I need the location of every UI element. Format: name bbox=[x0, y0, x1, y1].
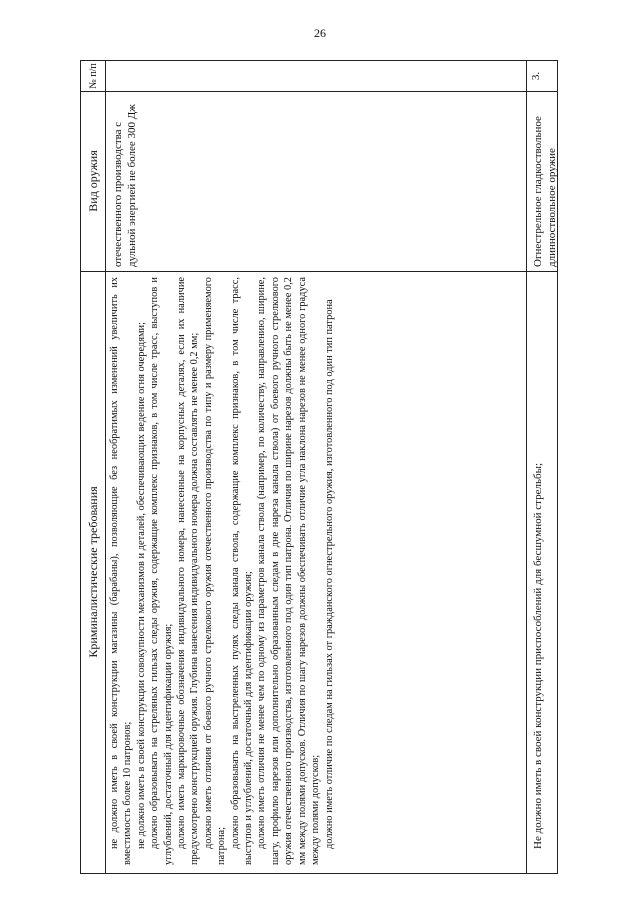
header-requirements: Криминалистические требования bbox=[85, 486, 100, 658]
table-header-divider bbox=[105, 61, 106, 873]
header-weapon-type: Вид оружия bbox=[85, 150, 100, 212]
requirement-item: не должно иметь в своей конструкции магазины (барабаны), позволяющие без необратимых изменений увеличить их вместимость более 10 патронов; bbox=[109, 277, 134, 865]
requirement-item: должно иметь отличие по следам на гильзах от гражданского огнестрельного оружия, изготовленного под один тип патрона bbox=[323, 299, 335, 849]
requirement-item: должно иметь маркировочные обозначения индивидуального номера, нанесенные на корпусных деталях, если их наличие предусмотрено конструкцией оружия. Глубина нанесения индивидуального номера должна составлять не менее 0,2 мм; bbox=[176, 277, 201, 865]
row2-number: 3. bbox=[530, 71, 542, 81]
table-row-divider bbox=[526, 61, 527, 873]
column-divider-type bbox=[81, 271, 557, 272]
page-number: 26 bbox=[314, 26, 326, 40]
requirement-item: должно образовывать на стреляных гильзах следы оружия, содержащие комплекс признаков, в том числе трасс, выступов и углублений, достаточный для идентификации оружия; bbox=[149, 277, 174, 865]
row2-requirements bbox=[531, 275, 559, 867]
row1-requirements bbox=[108, 275, 526, 867]
requirements-table bbox=[80, 60, 558, 874]
requirement-item: не должно иметь в своей конструкции совокупности механизмов и деталей, обеспечивающих ведение огня очередями; bbox=[135, 321, 147, 849]
requirement-item: должно иметь отличия от боевого ручного стрелкового оружия отечественного производства по типу и размеру применяемого патрона; bbox=[202, 277, 228, 865]
row2-weapon-type: Огнестрельное гладкоствольное длинноствольное оружие bbox=[532, 116, 558, 267]
requirement-item: Не должно иметь в своей конструкции приспособлений для бесшумной стрельбы; bbox=[532, 462, 544, 849]
column-divider-number bbox=[81, 91, 557, 92]
requirement-item: должно образовывать на выстреленных пулях следы канала ствола, содержащие комплекс признаков, в том числе трасс, выступов и углублений, достаточный для идентификации оружия; bbox=[229, 277, 255, 865]
row1-weapon-type: отечественного производства с дульной энергией не более 300 Дж bbox=[112, 104, 138, 267]
header-number: № п/п bbox=[87, 63, 99, 89]
requirement-item: должно иметь отличия не менее чем по одному из параметров канала ствола (например, по количеству, направлению, ширине, шагу, профилю нарезов или дополнительно образованным следам в дне нареза канала ствола) от боевого ручного стрелкового оружия отечественного производства, изготовленного под один тип патрона. Отличия по ширине нарезов должны быть не менее 0,2 мм между полями допусков. Отличия по шагу нарезов должны обеспечивать отличие угла наклона нарезов не менее одного градуса между полями допусков; bbox=[256, 277, 322, 865]
